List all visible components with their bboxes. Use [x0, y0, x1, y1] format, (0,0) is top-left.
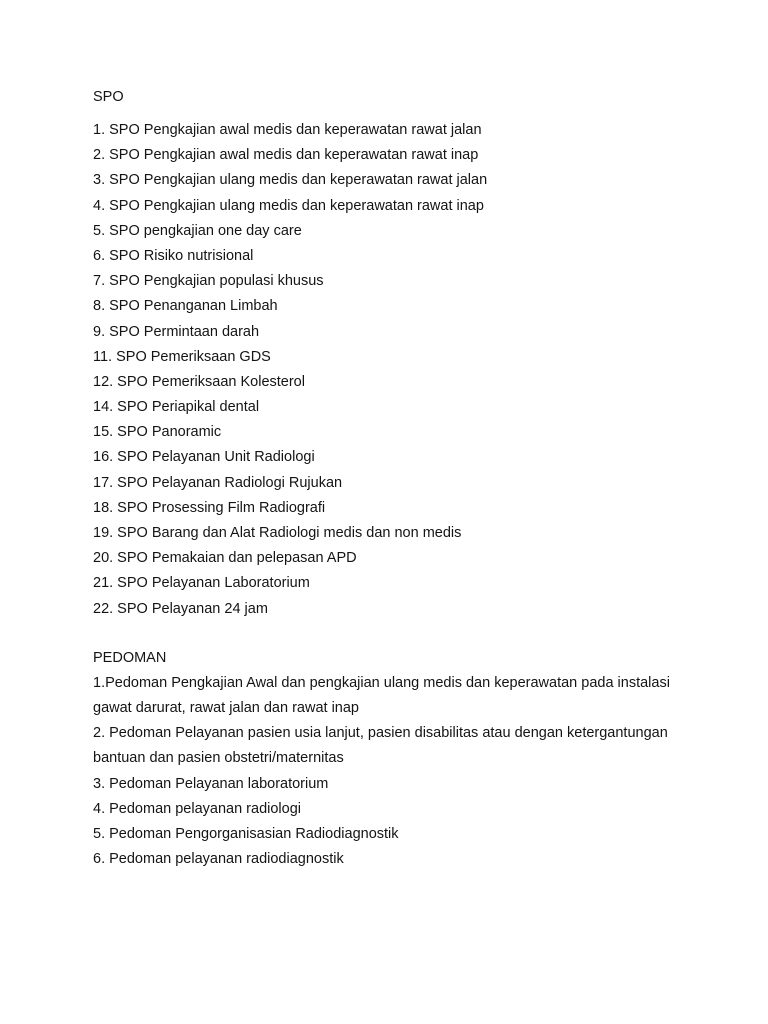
spo-item: 21. SPO Pelayanan Laboratorium	[93, 575, 310, 592]
pedoman-item: 5. Pedoman Pengorganisasian Radiodiagnostik	[93, 825, 399, 842]
pedoman-item: 1.Pedoman Pengkajian Awal dan pengkajian ulang medis dan keperawatan pada instalasi gawat darurat, rawat jalan dan rawat inap	[93, 674, 670, 716]
spo-item: 6. SPO Risiko nutrisional	[93, 247, 254, 264]
pedoman-item: 4. Pedoman pelayanan radiologi	[93, 800, 301, 817]
spo-item: 3. SPO Pengkajian ulang medis dan keperawatan rawat jalan	[93, 172, 488, 189]
spo-item: 9. SPO Permintaan darah	[93, 323, 260, 340]
pedoman-item: 2. Pedoman Pelayanan pasien usia lanjut, pasien disabilitas atau dengan ketergantungan bantuan dan pasien obstetri/maternitas	[93, 725, 668, 767]
spo-item: 8. SPO Penanganan Limbah	[93, 298, 278, 315]
pedoman-list	[93, 671, 693, 873]
spo-item: 5. SPO pengkajian one day care	[93, 222, 302, 239]
pedoman-item: 6. Pedoman pelayanan radiodiagnostik	[93, 851, 344, 868]
spo-item: 17. SPO Pelayanan Radiologi Rujukan	[93, 474, 343, 491]
spo-heading: SPO	[93, 89, 124, 105]
spo-item: 16. SPO Pelayanan Unit Radiologi	[93, 449, 315, 466]
pedoman-item: 3. Pedoman Pelayanan laboratorium	[93, 775, 329, 792]
spo-item: 11. SPO Pemeriksaan GDS	[93, 348, 271, 365]
spo-item: 22. SPO Pelayanan 24 jam	[93, 600, 268, 617]
spo-item: 14. SPO Periapikal dental	[93, 399, 260, 416]
spo-item: 18. SPO Prosessing Film Radiografi	[93, 499, 326, 516]
spo-item: 4. SPO Pengkajian ulang medis dan keperawatan rawat inap	[93, 197, 484, 214]
pedoman-heading: PEDOMAN	[93, 649, 167, 666]
spo-item: 20. SPO Pemakaian dan pelepasan APD	[93, 550, 357, 567]
spo-list	[93, 118, 693, 622]
spo-item: 1. SPO Pengkajian awal medis dan keperawatan rawat jalan	[93, 122, 482, 138]
document-content	[93, 85, 693, 872]
spo-item: 19. SPO Barang dan Alat Radiologi medis dan non medis	[93, 525, 462, 541]
spo-item: 2. SPO Pengkajian awal medis dan keperawatan rawat inap	[93, 147, 479, 164]
spo-item: 15. SPO Panoramic	[93, 424, 222, 441]
spo-item: 7. SPO Pengkajian populasi khusus	[93, 273, 324, 290]
spo-item: 12. SPO Pemeriksaan Kolesterol	[93, 373, 305, 390]
